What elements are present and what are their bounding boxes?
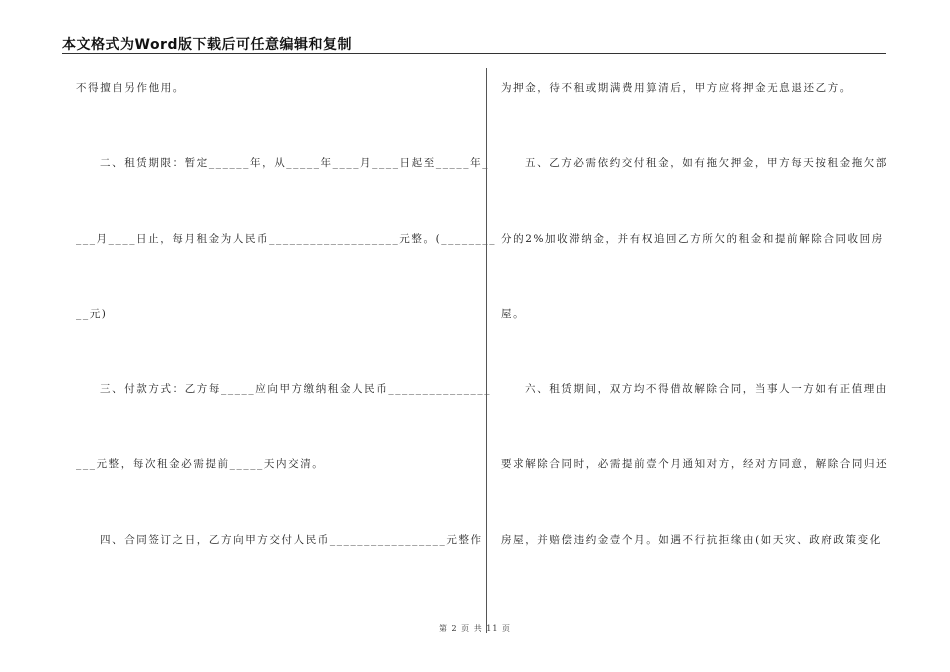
document-header-title: 本文格式为Word版下载后可任意编辑和复制	[62, 37, 352, 53]
clause-2-line-3: __元)	[76, 308, 108, 320]
clause-4-line-2: 为押金，待不租或期满费用算清后，甲方应将押金无息退还乙方。	[501, 82, 852, 94]
text-line: 不得擅自另作他用。	[76, 82, 185, 94]
clause-2-line-2: ___月____日止，每月租金为人民币___________________元整。(________	[76, 233, 497, 245]
clause-6-line-1: 六、租赁期间，双方均不得借故解除合同，当事人一方如有正值理由	[525, 383, 888, 395]
clause-5-line-1: 五、乙方必需依约交付租金，如有拖欠押金，甲方每天按租金拖欠部	[525, 157, 888, 169]
clause-3-line-2: ___元整，每次租金必需提前_____天内交清。	[76, 458, 325, 470]
column-divider	[486, 68, 487, 633]
clause-5-line-2: 分的2%加收滞纳金，并有权追回乙方所欠的租金和提前解除合同收回房	[501, 233, 884, 245]
clause-6-line-3: 房屋，并赔偿违约金壹个月。如遇不行抗拒缘由(如天灾、政府政策变化	[501, 534, 882, 546]
clause-6-line-2: 要求解除合同时，必需提前壹个月通知对方，经对方同意，解除合同归还	[501, 458, 889, 470]
clause-2-line-1: 二、租赁期限：暂定______年，从_____年____月____日起至_____年_	[100, 157, 490, 169]
clause-3-line-1: 三、付款方式：乙方每_____应向甲方缴纳租金人民币_______________	[100, 383, 492, 395]
header-rule	[62, 53, 886, 54]
clause-4-line-1: 四、合同签订之日，乙方向甲方交付人民币_________________元整作	[100, 534, 483, 546]
clause-5-line-3: 屋。	[501, 308, 526, 320]
page-number-footer: 第 2 页 共 11 页	[439, 624, 511, 633]
